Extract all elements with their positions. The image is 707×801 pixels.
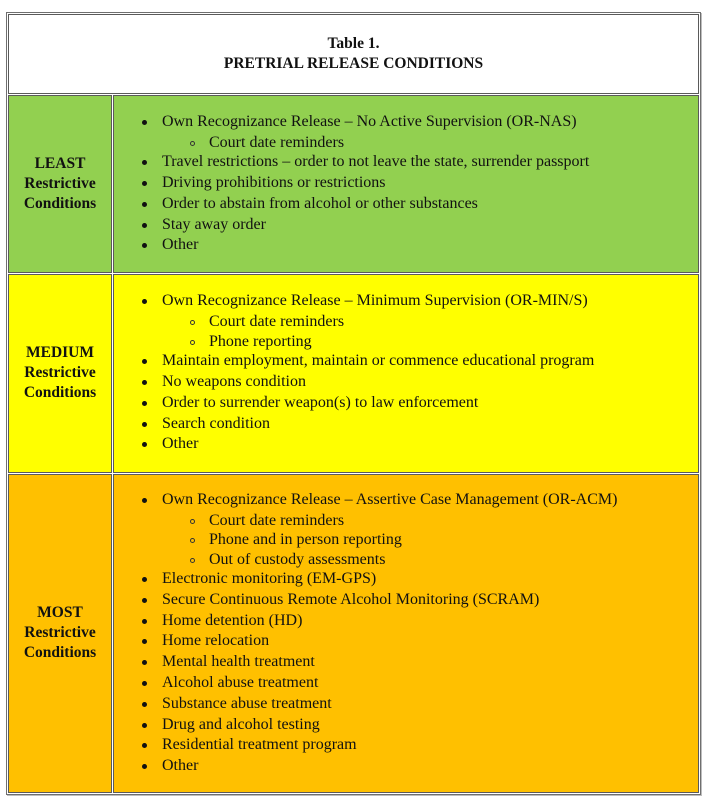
condition-text: No weapons condition [162, 373, 306, 391]
sub-condition-item: Out of custody assessments [209, 550, 698, 570]
condition-item [162, 715, 698, 736]
condition-item [162, 735, 698, 756]
condition-text: Own Recognizance Release – Assertive Case Management (OR-ACM) [162, 490, 618, 508]
sub-condition-item: Phone reporting [209, 332, 698, 352]
level-name: LEAST [34, 155, 86, 173]
row-least-restrictive [8, 95, 699, 273]
condition-item [162, 611, 698, 632]
condition-item [162, 756, 698, 777]
condition-text: Maintain employment, maintain or commence educational program [162, 352, 595, 370]
condition-text: Order to abstain from alcohol or other substances [162, 194, 478, 212]
condition-item [162, 152, 698, 173]
condition-item [162, 631, 698, 652]
condition-item [162, 673, 698, 694]
level-label-line3: Conditions [23, 384, 97, 402]
condition-text: Other [162, 435, 199, 453]
condition-item [162, 235, 698, 256]
condition-text: Residential treatment program [162, 736, 357, 754]
condition-text: Own Recognizance Release – No Active Supervision (OR-NAS) [162, 112, 577, 130]
condition-text: Secure Continuous Remote Alcohol Monitoring (SCRAM) [162, 590, 540, 608]
condition-item [162, 652, 698, 673]
condition-text: Other [162, 236, 199, 254]
condition-list [114, 112, 698, 256]
row-label-most [8, 474, 112, 793]
table-caption-cell [8, 14, 699, 94]
condition-item [162, 112, 698, 152]
condition-item [162, 173, 698, 194]
sub-condition-list [162, 133, 698, 153]
condition-text: Other [162, 757, 199, 775]
condition-item [162, 694, 698, 715]
condition-list [114, 490, 698, 777]
condition-item [162, 434, 698, 455]
row-label-least [8, 95, 112, 273]
row-medium-restrictive [8, 274, 699, 473]
level-label-line2: Restrictive [24, 364, 96, 382]
condition-text: Order to surrender weapon(s) to law enforcement [162, 393, 479, 411]
condition-text: Mental health treatment [162, 653, 315, 671]
condition-text: Electronic monitoring (EM-GPS) [162, 570, 377, 588]
conditions-list-medium [113, 274, 699, 473]
level-label-line2: Restrictive [24, 624, 96, 642]
table-number: Table 1. [327, 35, 380, 53]
condition-text: Substance abuse treatment [162, 694, 332, 712]
sub-condition-list [162, 511, 698, 570]
conditions-list-least [113, 95, 699, 273]
condition-text: Home relocation [162, 632, 270, 650]
condition-item [162, 569, 698, 590]
condition-list [114, 291, 698, 455]
condition-item [162, 590, 698, 611]
conditions-list-most [113, 474, 699, 793]
condition-text: Stay away order [162, 215, 266, 233]
condition-text: Alcohol abuse treatment [162, 674, 319, 692]
condition-text: Home detention (HD) [162, 611, 303, 629]
sub-condition-item: Phone and in person reporting [209, 530, 698, 550]
condition-item [162, 372, 698, 393]
condition-item [162, 194, 698, 215]
condition-item [162, 490, 698, 569]
condition-text: Travel restrictions – order to not leave the state, surrender passport [162, 153, 590, 171]
table-header-row [8, 14, 699, 94]
conditions-table [7, 13, 700, 794]
table-title: PRETRIAL RELEASE CONDITIONS [223, 55, 484, 73]
row-label-medium [8, 274, 112, 473]
condition-item [162, 215, 698, 236]
condition-item [162, 414, 698, 435]
condition-text: Driving prohibitions or restrictions [162, 174, 386, 192]
sub-condition-item: Court date reminders [209, 133, 698, 153]
condition-text: Search condition [162, 414, 270, 432]
level-label-line3: Conditions [23, 195, 97, 213]
level-name: MOST [37, 604, 83, 622]
condition-text: Drug and alcohol testing [162, 715, 320, 733]
level-name: MEDIUM [25, 344, 95, 362]
sub-condition-item: Court date reminders [209, 511, 698, 531]
pretrial-release-conditions-table [6, 12, 701, 795]
sub-condition-item: Court date reminders [209, 312, 698, 332]
level-label-line2: Restrictive [24, 175, 96, 193]
condition-item [162, 351, 698, 372]
sub-condition-list [162, 312, 698, 351]
condition-item [162, 393, 698, 414]
condition-text: Own Recognizance Release – Minimum Supervision (OR-MIN/S) [162, 292, 588, 310]
level-label-line3: Conditions [23, 644, 97, 662]
row-most-restrictive [8, 474, 699, 793]
condition-item [162, 291, 698, 351]
